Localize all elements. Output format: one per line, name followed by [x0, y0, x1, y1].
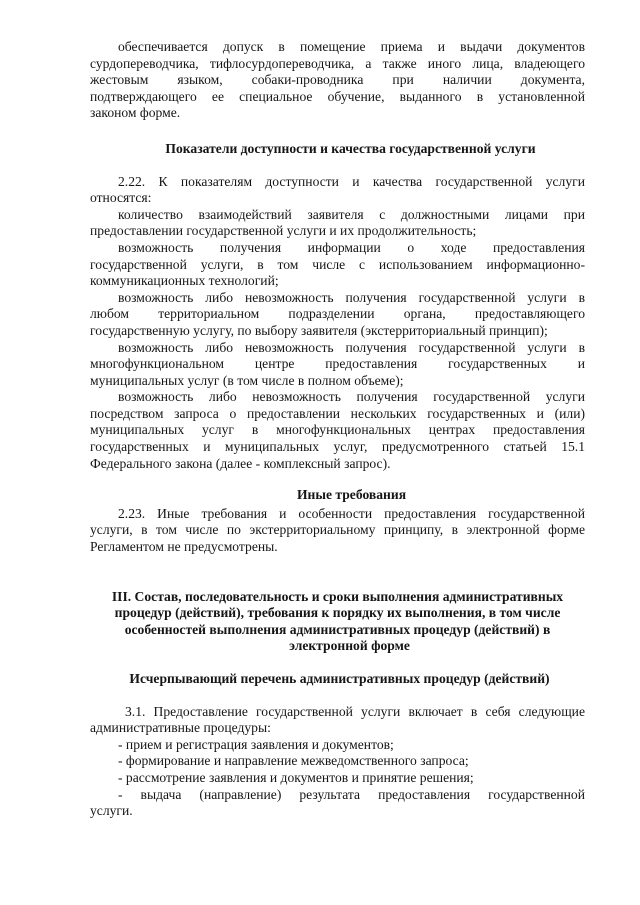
text-line: 2.22. К показателям доступности и качества государственной услуги [118, 173, 585, 189]
paragraph-3-1 [90, 704, 585, 737]
text-line: жестовым языком, собаки-проводника при наличии документа, [90, 72, 585, 88]
subheading-procedures-list: Исчерпывающий перечень административных процедур (действий) [129, 671, 550, 686]
section-heading-other-requirements: Иные требования [296, 487, 407, 503]
procedure-list-item [90, 770, 585, 787]
indicator-item [90, 389, 585, 472]
text-line: законом форме. [90, 105, 181, 121]
heading-line: III. Состав, последовательность и сроки выполнения административных [111, 588, 564, 604]
text-line: - выдача (направление) результата предоставления государственной [118, 786, 585, 802]
text-line: 3.1. Предоставление государственной услуги включает в себя следующие [125, 703, 585, 719]
text-line: государственной услуги, в том числе с использованием информационно- [90, 256, 585, 272]
heading-line: электронной форме [289, 638, 410, 654]
indicator-item [90, 240, 585, 290]
text-line: Федерального закона (далее - комплексный запрос). [90, 455, 391, 471]
procedure-list-item [90, 787, 585, 820]
text-line: коммуникационных технологий; [90, 273, 279, 289]
text-line: 2.23. Иные требования и особенности предоставления государственной [118, 505, 585, 521]
text-line: возможность либо невозможность получения государственной услуги в [118, 339, 585, 355]
text-line: государственную услугу, по выбору заявителя (экстерриториальный принцип); [90, 322, 548, 338]
document-body [90, 39, 585, 820]
text-line: возможность получения информации о ходе предоставления [118, 239, 585, 255]
chapter-heading-iii [90, 589, 585, 655]
text-line: предоставлении государственной услуги и их продолжительность; [90, 223, 477, 239]
section-heading-indicators: Показатели доступности и качества государственной услуги [165, 140, 536, 156]
text-line: административные процедуры: [90, 720, 271, 736]
text-line: услуги, в том числе по экстерриториальному принципу, в электронной форме [90, 522, 585, 538]
paragraph-2-23 [90, 506, 585, 556]
text-line: обеспечивается допуск в помещение приема и выдачи документов [118, 39, 585, 54]
heading-line: процедур (действий), требования к порядку их выполнения, в том числе [114, 605, 561, 621]
indicator-item [90, 290, 585, 340]
procedure-list-item [90, 737, 585, 754]
text-line: услуги. [90, 803, 133, 819]
text-line: возможность либо невозможность получения государственной услуги [118, 389, 585, 405]
procedure-list-item [90, 753, 585, 770]
text-line: относятся: [90, 190, 152, 206]
text-line: - прием и регистрация заявления и документов; [118, 736, 394, 752]
indicator-item [90, 340, 585, 390]
heading-line: особенностей выполнения административных процедур (действий) в [124, 621, 551, 637]
text-line: количество взаимодействий заявителя с должностными лицами при [118, 206, 585, 222]
indicator-item [90, 174, 585, 207]
text-line: муниципальных услуг (в том числе в полном объеме); [90, 372, 404, 388]
text-line: многофункциональном центре предоставления государственных и [90, 356, 585, 372]
text-line: посредством запроса о предоставлении нескольких государственных и (или) [90, 405, 585, 421]
text-line: подтверждающего ее специальное обучение, выданного в установленной [90, 88, 585, 104]
paragraph-accessibility-continuation [90, 39, 585, 122]
text-line: - формирование и направление межведомственного запроса; [118, 753, 469, 769]
indicator-item [90, 207, 585, 240]
text-line: - рассмотрение заявления и документов и принятие решения; [118, 769, 474, 785]
text-line: муниципальных услуг в многофункциональных центрах предоставления [90, 422, 585, 438]
text-line: любом территориальном подразделении органа, предоставляющего [90, 306, 585, 322]
text-line: Регламентом не предусмотрены. [90, 539, 278, 555]
text-line: сурдопереводчика, тифлосурдопереводчика, а также иного лица, владеющего [90, 55, 585, 71]
text-line: возможность либо невозможность получения государственной услуги в [118, 289, 585, 305]
paragraph-2-22 [90, 174, 585, 473]
procedure-list [90, 737, 585, 820]
text-line: государственных и муниципальных услуг, предусмотренного статьей 15.1 [90, 439, 585, 455]
